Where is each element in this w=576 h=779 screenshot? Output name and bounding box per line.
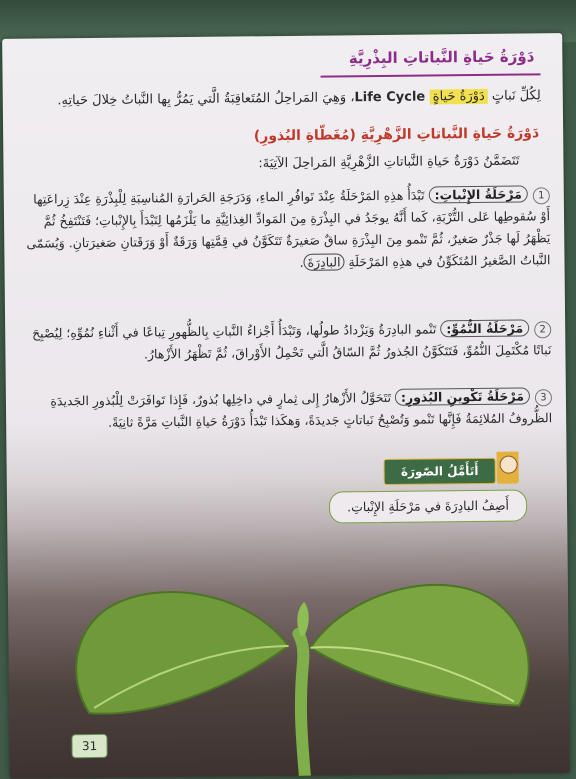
right-leaf-icon: [310, 584, 529, 708]
stage-growth: [25, 317, 551, 367]
life-cycle-english: Life Cycle: [354, 89, 430, 106]
stage-number: 3: [535, 389, 552, 406]
reflect-question: أَصِفُ البادِرَةَ في مَرْحَلَةِ الإِنْباتِ.: [329, 489, 527, 523]
stage-number: 1: [533, 187, 550, 204]
title-underline: [321, 73, 541, 77]
stage-end: .: [299, 254, 304, 270]
stage-label: مَرْحَلَةُ تَكْوينِ البُذورِ:: [395, 387, 530, 405]
left-leaf-icon: [75, 591, 289, 714]
stage-number: 2: [534, 321, 551, 338]
stage-text: تَبْدَأُ هذِهِ المَرْحَلَةُ عِنْدَ تَوافُرِ الماءِ، وَدَرَجَةِ الحَرارَةِ المُناسِبَةِ لِلْبِذْرَةِ عِنْدَ زِراعَتِها أَوْ سُقوطِها عَلى التُّرْبَةِ، كَما أَنَّهُ يوجَدُ في البِذْرَةِ مِنَ المَوادِّ الغِذائِيَّةِ ما يَلْزَمُها لِتَبْدَأَ بِالإِنْباتِ؛ فَتَنْتَفِخُ ثُمَّ يَظْهَرُ لَها جَذْرٌ صَغيرٌ، ثُمَّ تَنْمو مِنَ البِذْرَةِ ساقٌ صَغيرَةٌ تَتَكَوَّنُ في قِمَّتِها وَرَقَةٌ أَوْ وَرَقَتانِ صَغيرَتانِ. وَيُسَمّى النَّباتُ الصَّغيرُ المُتَكَوِّنُ في هذِهِ المَرْحَلَةِ: [26, 187, 551, 270]
reader-avatar-icon: [500, 456, 518, 474]
intro-paragraph: [23, 85, 541, 112]
stage-label: مَرْحَلَةُ الإِنْباتِ:: [429, 185, 528, 203]
stage-germination: [24, 183, 551, 277]
stage-label: مَرْحَلَةُ النُّمُوِّ:: [440, 319, 529, 337]
stage-text: تَتَحَوَّلُ الأَزْهارُ إِلى ثِمارٍ في داخِلِها بُذورٌ، فَإِذا تَوافَرَتْ لِلْبُذورِ الجَديدَةِ الظُّروفُ المُلائِمَةُ فَإِنَّها تَنْمو وَتُصْبِحُ نَباتاتٍ جَديدَةً، وَهكَذا تَبْدَأُ دَوْرَةُ حَياةِ النَّباتِ مَرَّةً ثانِيَةً.: [50, 389, 553, 430]
section-intro: تَتَضَمَّنُ دَوْرَةُ حَياةِ النَّباتاتِ الزَّهْرِيَّةِ المَراحِلَ الآتِيَةَ:: [258, 153, 520, 172]
intro-after: ، وَهِيَ المَراحِلُ المُتَعاقِبَةُ الَّتي يَمُرُّ بِها النَّباتُ خِلالَ حَياتِهِ.: [57, 90, 355, 109]
textbook-page: [2, 33, 570, 779]
seedling-photo: [47, 533, 549, 778]
seedling-stem-icon: [298, 634, 304, 776]
reflect-title: أَتَأَمَّلُ الصّورَةَ: [384, 458, 496, 485]
stage-seed-formation: [26, 385, 552, 435]
page-number: 31: [71, 734, 107, 758]
page-title: دَوْرَةُ حَياةِ النَّباتاتِ البِذْرِيَّةِ: [348, 47, 535, 68]
life-cycle-term: دَوْرَةُ حَياةٍ: [430, 89, 488, 105]
center-sprout-icon: [297, 602, 309, 636]
stage-text: تَنْمو البادِرَةُ وَيَزْدادُ طولُها، وَتَبْدَأُ أَجْزاءُ النَّباتِ بِالظُّهورِ تِباعًا في أَثْناءِ نُمُوِّهِ؛ لِيُصْبِحَ نَباتًا مُكْتَمِلَ النُّمُوِّ، فَتَتَكَوَّنُ الجُذورُ ثُمَّ السّاقُ الَّتي تَحْمِلُ الأَوْراقَ، ثُمَّ تَظْهَرُ الأَزْهارُ.: [31, 321, 552, 362]
intro-before: لِكُلِّ نَباتٍ: [487, 88, 541, 104]
seedling-term: البادِرَةَ: [303, 253, 344, 270]
section-subtitle: دَوْرَةُ حَياةِ النَّباتاتِ الزَّهْرِيَّةِ (مُغَطّاةِ البُذورِ): [253, 125, 540, 145]
